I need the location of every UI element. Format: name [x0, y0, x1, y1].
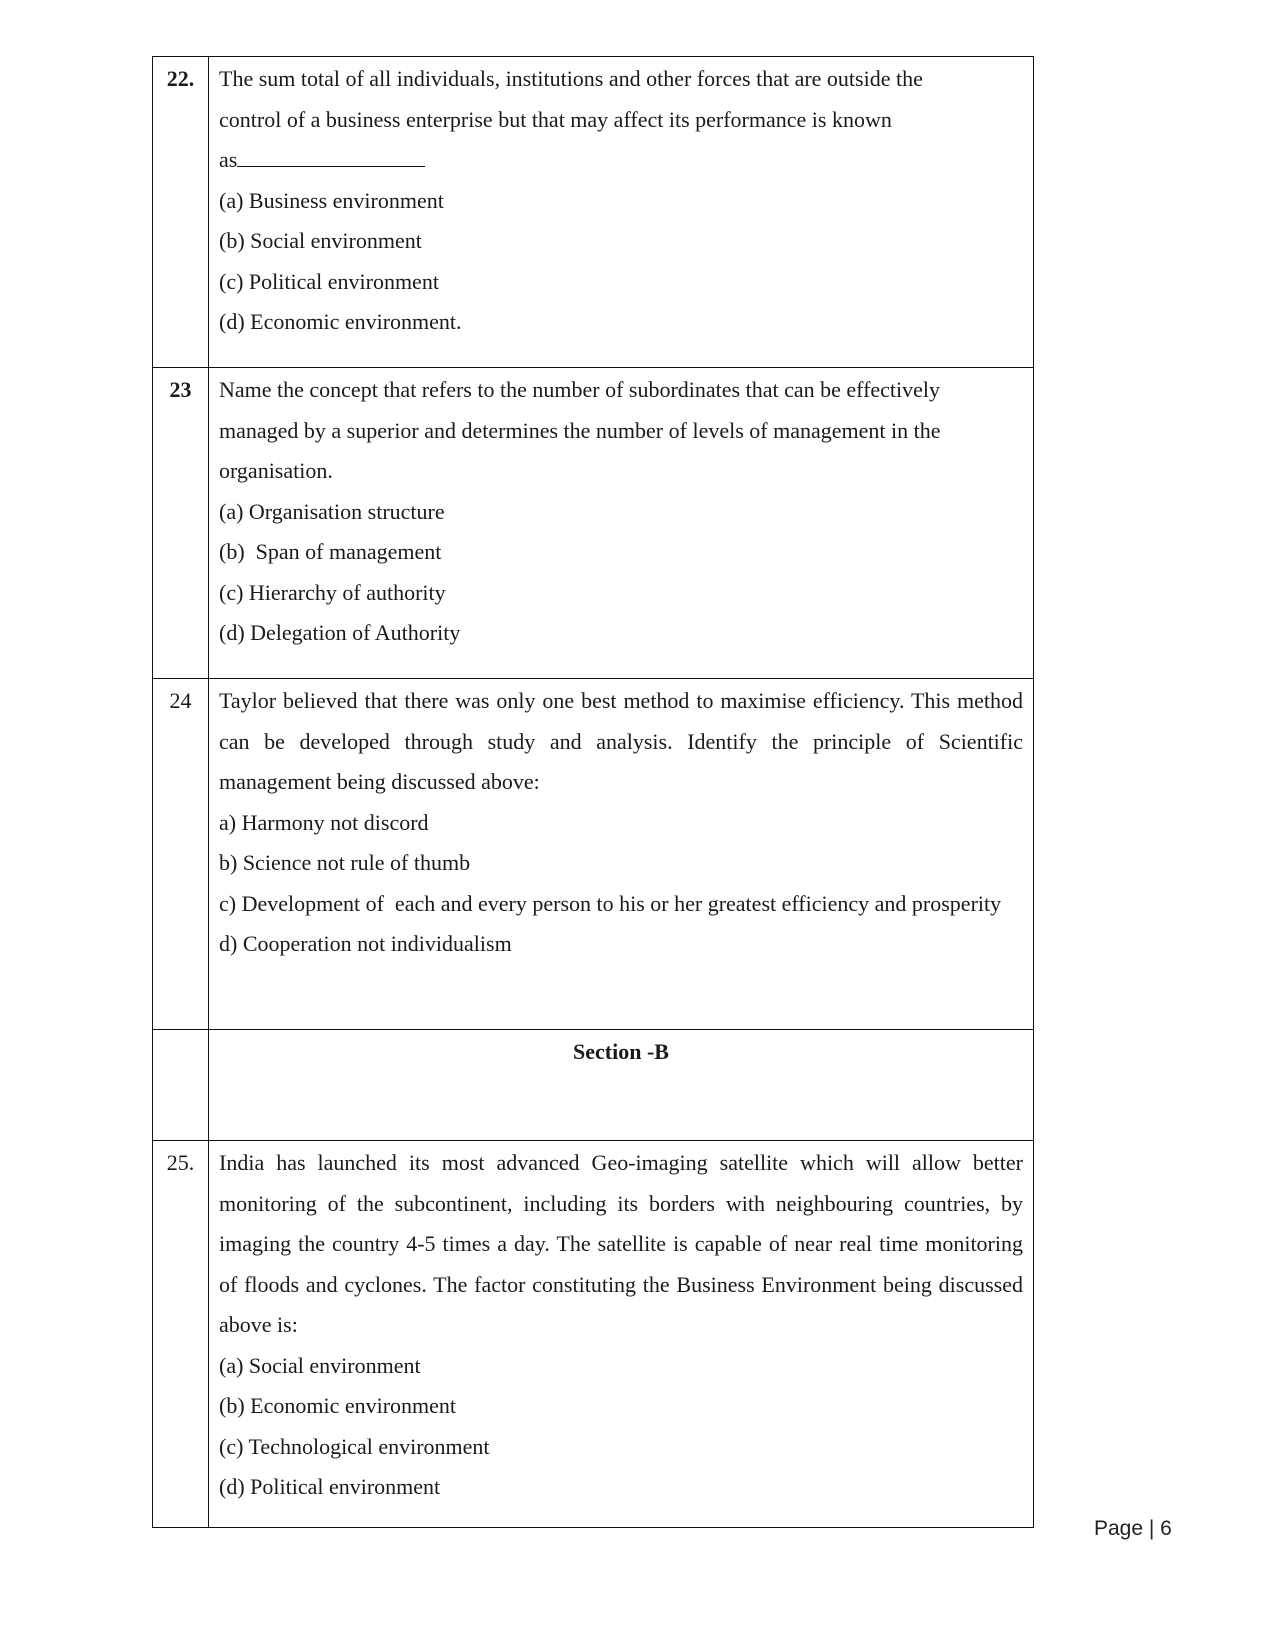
option: (d) Delegation of Authority	[219, 620, 461, 645]
option: (b) Economic environment	[219, 1393, 457, 1418]
option: b) Science not rule of thumb	[219, 850, 471, 875]
question-text: India has launched its most advanced Geo-imaging satellite which will allow better monitoring of the subcontinent, including its borders with neighbouring countries, by imaging the country 4-5 times a day. The satellite is capable of near real time monitoring of floods and cyclones. The factor constituting the Business Environment being discussed above is:	[219, 1150, 1023, 1337]
option: (b) Span of management	[219, 539, 442, 564]
section-title: Section -B	[573, 1039, 669, 1064]
section-row	[153, 1030, 1034, 1141]
question-text-prefix: as	[219, 147, 238, 172]
question-body	[209, 679, 1034, 1030]
empty-cell	[153, 1030, 209, 1141]
option: (a) Business environment	[219, 187, 444, 213]
option: a) Harmony not discord	[219, 809, 429, 835]
option: (c) Political environment	[219, 268, 439, 294]
page-number: Page | 6	[1094, 1517, 1172, 1540]
question-text: Name the concept that refers to the number of subordinates that can be effectively managed by a superior and determines the number of levels of management in the organisation.	[219, 377, 941, 483]
option: (a) Social environment	[219, 1352, 421, 1378]
question-text-line: control of a business enterprise but that may affect its performance is known	[219, 106, 892, 132]
question-text-line: The sum total of all individuals, institutions and other forces that are outside the	[219, 66, 923, 91]
option: (a) Organisation structure	[219, 498, 445, 524]
question-number: 23	[153, 368, 209, 679]
question-body	[209, 1141, 1034, 1528]
question-row	[153, 368, 1034, 679]
question-body	[209, 368, 1034, 679]
question-number: 22.	[153, 57, 209, 368]
section-cell	[209, 1030, 1034, 1141]
question-row	[153, 1141, 1034, 1528]
option: c) Development of each and every person to his or her greatest efficiency and prosperity	[219, 890, 1002, 916]
question-text: Taylor believed that there was only one best method to maximise efficiency. This method can be developed through study and analysis. Identify the principle of Scientific management being discussed above:	[219, 688, 1023, 794]
option: d) Cooperation not individualism	[219, 931, 512, 956]
option: (d) Political environment	[219, 1474, 441, 1499]
option: (d) Economic environment.	[219, 309, 462, 334]
question-row	[153, 57, 1034, 368]
question-body	[209, 57, 1034, 368]
answer-blank	[237, 140, 425, 167]
option: (c) Hierarchy of authority	[219, 579, 446, 605]
question-text-line	[219, 140, 1023, 181]
question-row	[153, 679, 1034, 1030]
option: (b) Social environment	[219, 228, 422, 253]
option: (c) Technological environment	[219, 1433, 490, 1459]
question-number: 25.	[153, 1141, 209, 1528]
question-number: 24	[153, 679, 209, 1030]
question-table	[152, 56, 1034, 1528]
